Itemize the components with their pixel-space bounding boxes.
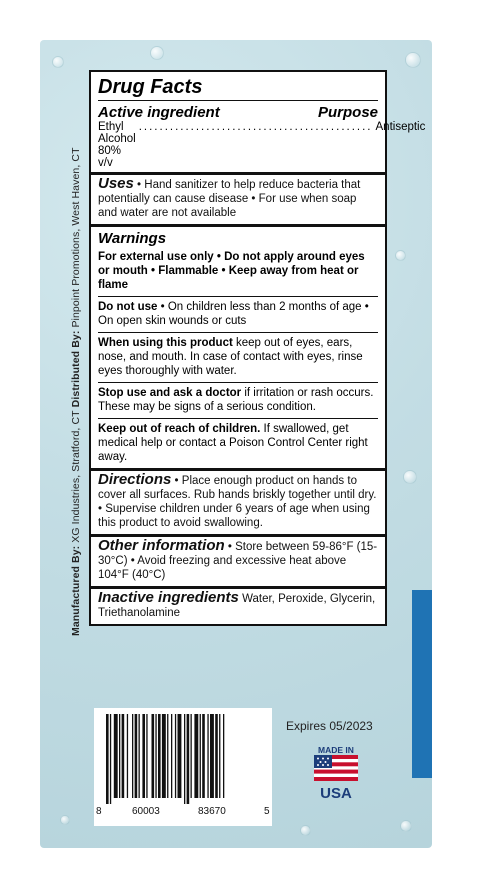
keep-out-text: If swallowed, get medical help or contact a Poison Control Center right away. bbox=[98, 423, 368, 463]
stop-use-lead: Stop use and ask a doctor bbox=[98, 387, 242, 399]
ingredient-name: Ethyl Alcohol 80% v/v bbox=[98, 121, 136, 169]
leader-dots: ............................................. bbox=[138, 121, 373, 133]
distributed-by-label: Distributed By: bbox=[70, 330, 82, 411]
barcode-digit-left: 8 bbox=[96, 806, 102, 817]
warning-do-not-use bbox=[98, 296, 378, 332]
inactive-ingredients-text: Water, Peroxide, Glycerin, Triethanolamine bbox=[98, 593, 376, 619]
uses-text: • Hand sanitizer to help reduce bacteria that potentially can cause disease • For use when soap and water are not available bbox=[98, 179, 361, 219]
manufacturer-name: XG Industries, Stratford, CT bbox=[70, 410, 82, 546]
usa-text: USA bbox=[320, 785, 352, 802]
bubble-decoration bbox=[405, 52, 421, 68]
bubble-decoration bbox=[403, 470, 417, 484]
warnings-title: Warnings bbox=[98, 230, 167, 247]
bubble-decoration bbox=[150, 46, 164, 60]
warnings-section bbox=[91, 227, 385, 471]
when-using-lead: When using this product bbox=[98, 337, 233, 349]
keep-out-lead: Keep out of reach of children. bbox=[98, 423, 261, 435]
directions-title: Directions bbox=[98, 471, 172, 488]
inactive-ingredients-section bbox=[91, 589, 385, 624]
manufactured-by-label: Manufactured By: bbox=[70, 545, 82, 636]
directions-section bbox=[91, 471, 385, 537]
bubble-decoration bbox=[52, 56, 64, 68]
bubble-decoration bbox=[300, 825, 311, 836]
expiration-date: Expires 05/2023 bbox=[286, 719, 373, 733]
bubble-decoration bbox=[395, 250, 406, 261]
other-information-title: Other information bbox=[98, 537, 225, 554]
distributor-name: Pinpoint Promotions, West Haven, CT bbox=[70, 147, 82, 331]
stop-use-text: if irritation or rash occurs. These may be signs of a serious condition. bbox=[98, 387, 374, 413]
when-using-text: keep out of eyes, ears, nose, and mouth. In case of contact with eyes, rinse eyes thoroughly with water. bbox=[98, 337, 363, 377]
barcode-group-right: 83670 bbox=[198, 806, 226, 817]
do-not-use-lead: Do not use bbox=[98, 301, 158, 313]
warning-external-use: For external use only • Do not apply around eyes or mouth • Flammable • Keep away from heat or flame bbox=[98, 251, 365, 291]
ingredient-purpose: Antiseptic bbox=[375, 121, 426, 133]
bubble-decoration bbox=[60, 815, 70, 825]
active-ingredient-header: Active ingredient bbox=[98, 104, 220, 121]
ingredient-row bbox=[98, 121, 426, 169]
barcode-icon bbox=[106, 714, 262, 804]
drug-facts-title: Drug Facts bbox=[98, 74, 378, 101]
other-information-section bbox=[91, 537, 385, 589]
blue-accent-bar bbox=[412, 590, 432, 778]
made-in-usa-badge bbox=[313, 746, 359, 802]
side-manufacturer-text bbox=[70, 36, 82, 636]
purpose-header: Purpose bbox=[317, 104, 378, 121]
barcode-panel bbox=[94, 708, 272, 826]
bubble-decoration bbox=[400, 820, 412, 832]
active-ingredient-header-row bbox=[98, 101, 378, 121]
warning-when-using bbox=[98, 332, 378, 382]
drug-facts-panel bbox=[89, 70, 426, 626]
uses-section bbox=[91, 175, 385, 227]
directions-text: • Place enough product on hands to cover all surfaces. Rub hands briskly together until dry. • Supervise children under 6 years of age when using this product to avoid swallowing. bbox=[98, 475, 377, 529]
do-not-use-text: • On children less than 2 months of age • On open skin wounds or cuts bbox=[98, 301, 369, 327]
usa-flag-icon bbox=[314, 755, 358, 781]
warning-stop-use bbox=[98, 382, 378, 418]
warning-keep-out bbox=[98, 418, 378, 468]
drug-facts-header-section bbox=[91, 72, 426, 175]
made-in-text: MADE IN bbox=[318, 745, 354, 755]
uses-title: Uses bbox=[98, 175, 134, 192]
other-information-text: • Store between 59-86°F (15-30°C) • Avoid freezing and excessive heat above 104°F (40°C) bbox=[98, 541, 378, 581]
inactive-ingredients-title: Inactive ingredients bbox=[98, 589, 239, 606]
barcode-group-left: 60003 bbox=[132, 806, 160, 817]
barcode-digit-right: 5 bbox=[264, 806, 270, 817]
